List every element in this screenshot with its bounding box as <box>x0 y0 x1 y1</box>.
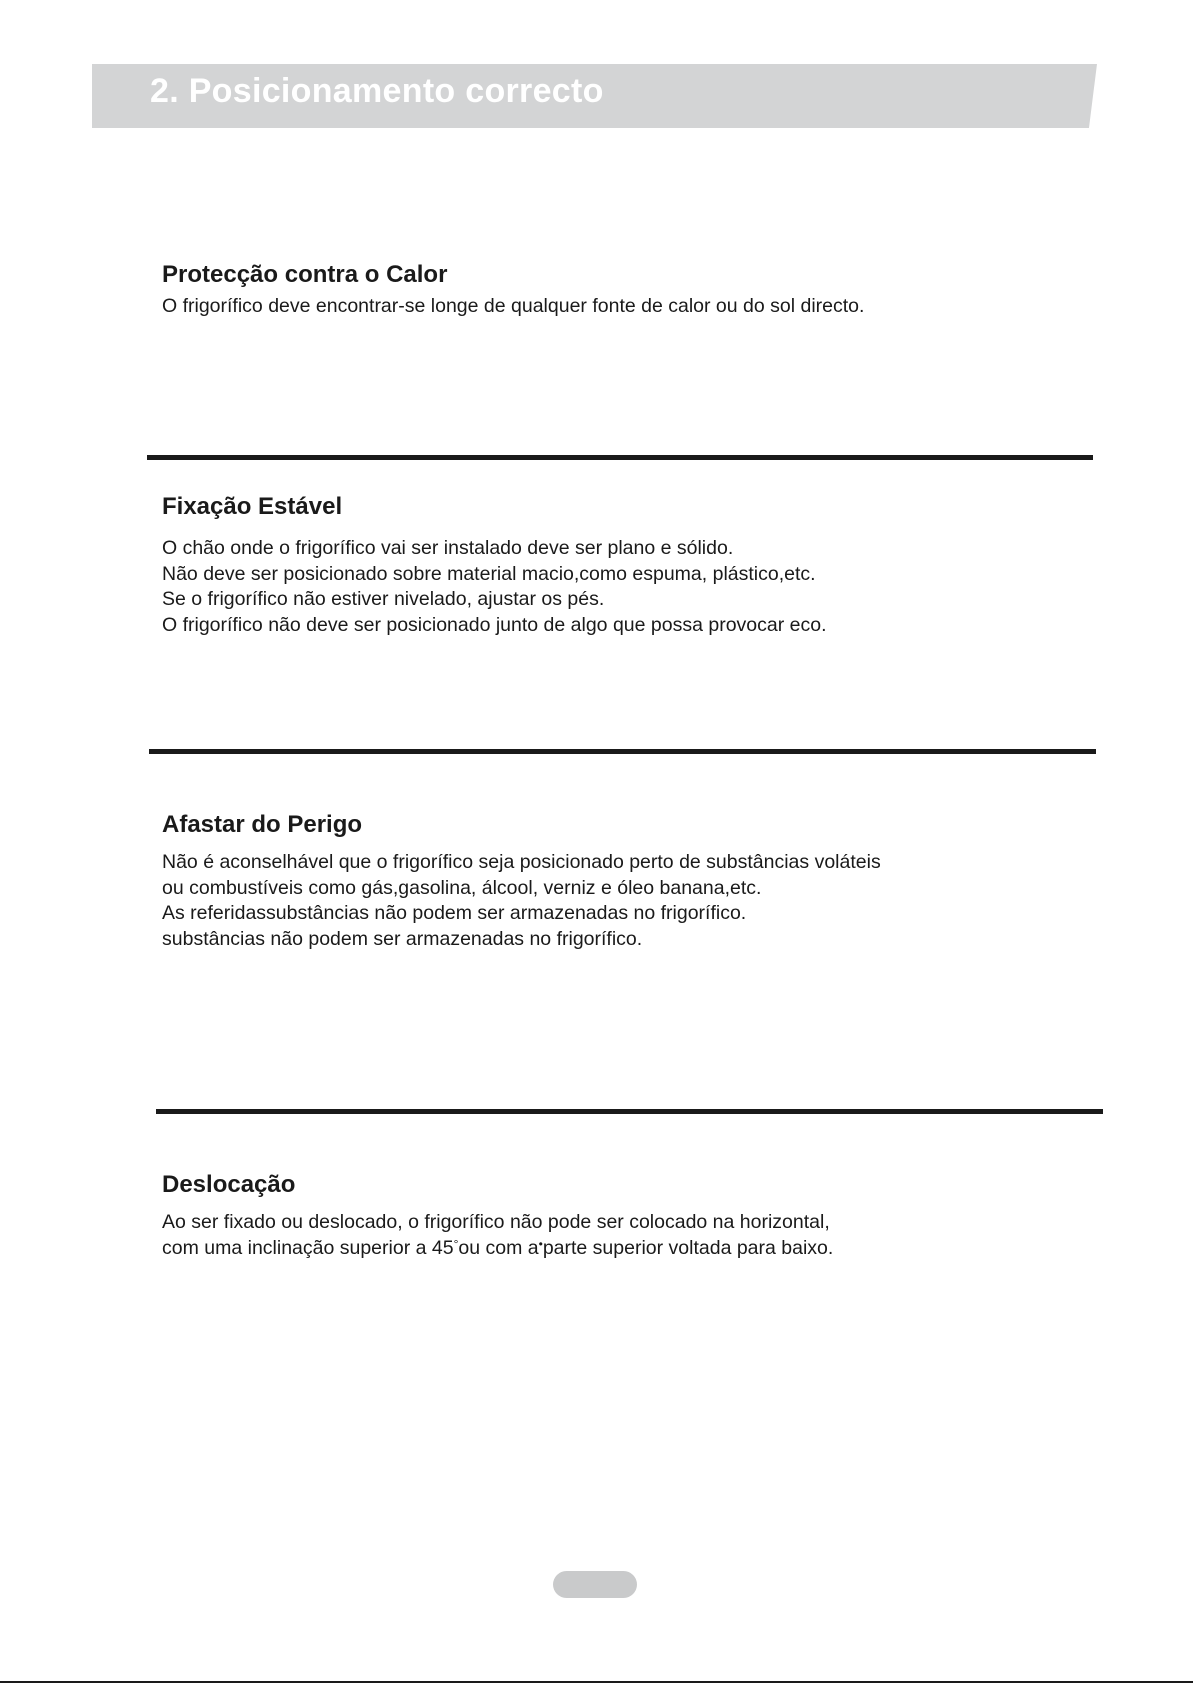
section-divider <box>156 1109 1103 1114</box>
section-body <box>162 294 1062 320</box>
inclination-text-2: ou com a <box>458 1236 539 1259</box>
inclination-text-3: parte superior voltada para baixo. <box>542 1236 834 1259</box>
body-line: O frigorífico não deve ser posicionado junto de algo que possa provocar eco. <box>162 613 827 636</box>
body-line: ou combustíveis como gás,gasolina, álcool, verniz e óleo banana,etc. <box>162 876 762 899</box>
body-line: Se o frigorífico não estiver nivelado, ajustar os pés. <box>162 588 605 610</box>
section-heading: Afastar do Perigo <box>162 811 363 838</box>
body-line: Não deve ser posicionado sobre material macio,como espuma, plástico,etc. <box>162 562 816 585</box>
body-line-inclination <box>162 1236 1062 1262</box>
degree-symbol: ° <box>453 1236 459 1251</box>
section-body <box>162 536 1062 638</box>
bottom-rule <box>0 1681 1193 1683</box>
section-heading: Protecção contra o Calor <box>162 261 448 288</box>
section-relocation <box>162 1170 1062 1261</box>
inclination-text: com uma inclinação superior a 45 <box>162 1236 454 1259</box>
body-line: Ao ser fixado ou deslocado, o frigorífico não pode ser colocado na horizontal, <box>162 1211 830 1233</box>
page-title: 2. Posicionamento correcto <box>150 72 604 110</box>
section-divider <box>149 749 1096 754</box>
page-number-pill <box>553 1571 637 1598</box>
section-divider <box>147 455 1093 460</box>
section-body <box>162 1210 1062 1261</box>
section-danger <box>162 810 1062 952</box>
section-body <box>162 850 1062 952</box>
section-heading: Fixação Estável <box>162 493 343 520</box>
section-heading: Deslocação <box>162 1171 296 1198</box>
body-line: O chão onde o frigorífico vai ser instalado deve ser plano e sólido. <box>162 537 734 559</box>
section-heat-protection <box>162 260 1062 320</box>
body-line: substâncias não podem ser armazenadas no frigorífico. <box>162 927 643 950</box>
body-line: As referidassubstâncias não podem ser armazenadas no frigorífico. <box>162 902 747 924</box>
section-stable-fixing <box>162 492 1062 638</box>
body-line: O frigorífico deve encontrar-se longe de qualquer fonte de calor ou do sol directo. <box>162 295 865 317</box>
body-line: Não é aconselhável que o frigorífico seja posicionado perto de substâncias voláteis <box>162 851 881 873</box>
dot-mark: • <box>538 1236 543 1251</box>
